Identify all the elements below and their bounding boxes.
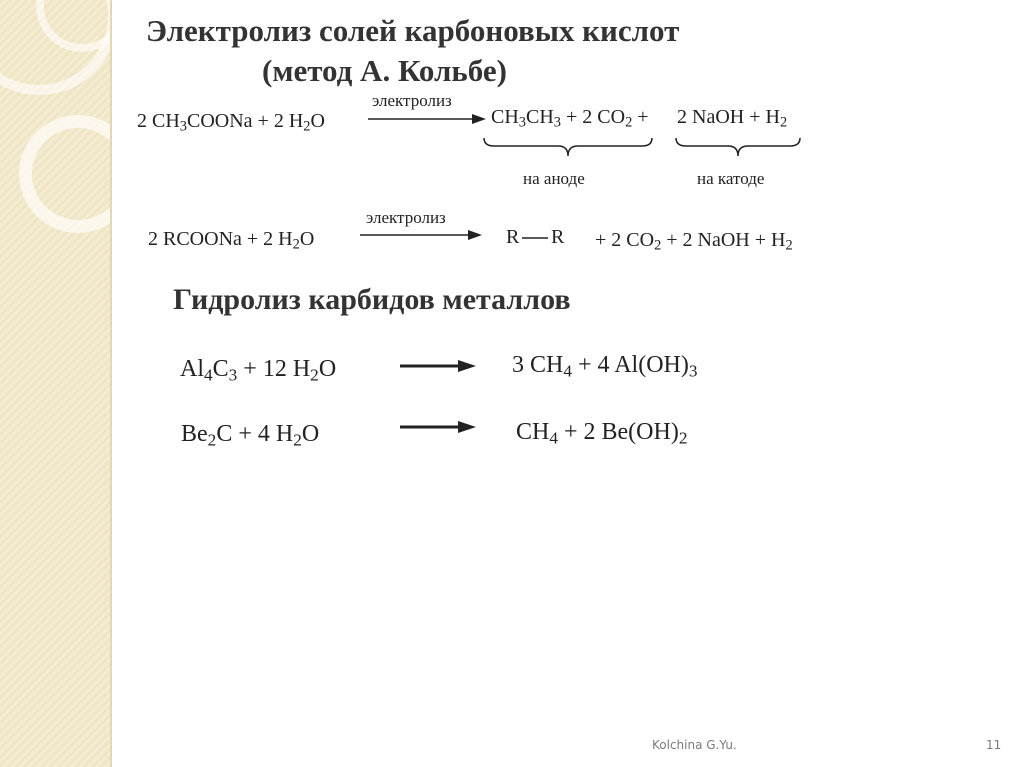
subscript: 4: [549, 428, 558, 448]
subscript: 2: [785, 237, 793, 254]
subscript: 3: [518, 114, 526, 131]
section-title: Гидролиз карбидов металлов: [173, 283, 571, 316]
radical-left: R: [506, 226, 520, 248]
equation-lhs: 2 $CH_3COONa + 2$ $H_2O$: [137, 110, 325, 135]
equation-lhs: $Al_4C_3 + 12$ $H_2O$: [180, 356, 337, 385]
slide-title: Электролиз солей карбоновых кислот: [146, 13, 680, 48]
reaction-arrow: [400, 420, 476, 434]
equation-products: $CH_4 + 2$ $Be(OH)_2$: [516, 419, 688, 448]
footer-author: Kolchina G.Yu.: [652, 738, 737, 752]
subscript: 3: [179, 118, 187, 135]
equation-products: + 2 $CO_2 + 2$ NaOH + $H_2$: [595, 229, 793, 254]
reaction-arrow: [360, 229, 484, 241]
slide-subtitle: (метод А. Кольбе): [262, 53, 507, 88]
anode-label: на аноде: [523, 169, 585, 188]
subscript: 2: [207, 430, 217, 450]
underbrace: [482, 136, 812, 162]
equation-lhs: $Be_2C + 4$ $H_2O$: [181, 421, 320, 450]
arrow-label: электролиз: [366, 208, 446, 227]
reaction-arrow: [400, 359, 476, 373]
subscript: 4: [204, 365, 213, 385]
subscript: 2: [293, 430, 302, 450]
decorative-sidebar: [0, 0, 112, 767]
subscript: 2: [779, 114, 788, 131]
equation-products: 3 $CH_4 + 4$ $Al(OH)_3$: [512, 352, 698, 381]
subscript: 2: [678, 428, 688, 448]
subscript: 3: [228, 365, 238, 385]
subscript: 2: [310, 365, 319, 385]
radical-right: R: [551, 226, 565, 248]
arrow-label: электролиз: [372, 91, 452, 110]
subscript: 4: [563, 361, 572, 381]
equation-products-cathode: 2 NaOH + $H_2$: [677, 106, 788, 131]
cathode-label: на катоде: [697, 169, 765, 188]
subscript: 3: [688, 361, 698, 381]
subscript: 2: [625, 114, 633, 131]
subscript: 3: [553, 114, 561, 131]
equation-lhs: 2 RCOONa + 2 $H_2O$: [148, 228, 315, 253]
subscript: 2: [292, 236, 300, 253]
subscript: 2: [303, 118, 311, 135]
page-number: 11: [986, 738, 1002, 752]
reaction-arrow: [368, 113, 486, 125]
equation-products-anode: $CH_3CH_3 + 2$ $CO_2$ +: [491, 106, 649, 131]
single-bond: [522, 236, 548, 240]
subscript: 2: [654, 237, 662, 254]
